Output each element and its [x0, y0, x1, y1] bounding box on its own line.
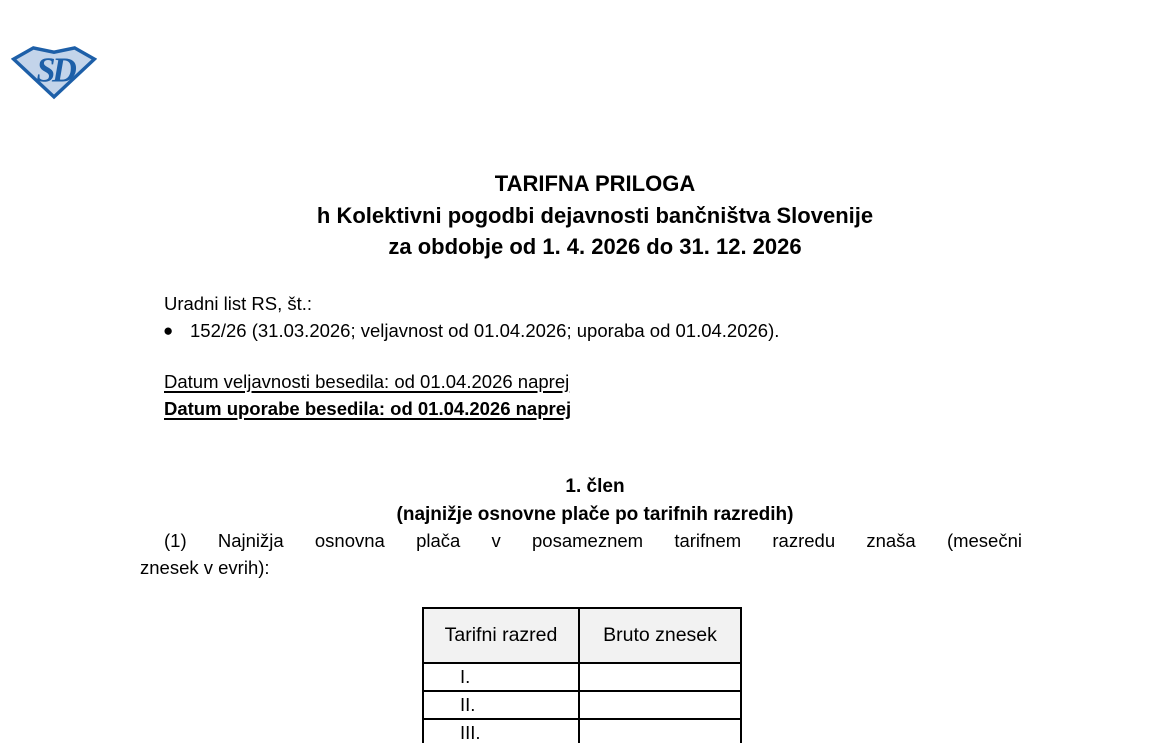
- sd-logo: [11, 44, 97, 100]
- validity-date-line: Datum veljavnosti besedila: od 01.04.2026 naprej: [164, 371, 570, 392]
- validity-block: [164, 369, 571, 422]
- document-title: [170, 168, 1020, 263]
- usage-date-line: Datum uporabe besedila: od 01.04.2026 naprej: [164, 397, 572, 419]
- gazette-list-item: [163, 318, 779, 345]
- paragraph-line-2: znesek v evrih):: [140, 556, 270, 578]
- tarifni-razred-cell: I.: [423, 663, 579, 691]
- bruto-znesek-cell: [579, 663, 741, 691]
- title-line-2: h Kolektivni pogodbi dejavnosti bančništva Slovenije: [316, 202, 874, 228]
- tarifni-razred-cell: II.: [423, 691, 579, 719]
- table-header-bruto-znesek: Bruto znesek: [579, 608, 741, 663]
- bullet-icon: ●: [163, 321, 174, 340]
- logo-text: SD: [36, 51, 74, 90]
- tarifni-razred-cell: III.: [423, 719, 579, 743]
- table-row: [423, 663, 741, 691]
- title-line-3: za obdobje od 1. 4. 2026 do 31. 12. 2026: [388, 234, 802, 259]
- article-number: 1. člen: [565, 476, 625, 497]
- article-paragraph: [140, 528, 1022, 581]
- sd-shield-icon: [11, 44, 97, 100]
- gazette-label: Uradni list RS, št.:: [164, 293, 313, 314]
- tariff-table: [422, 607, 742, 743]
- paragraph-line-1: (1) Najnižja osnovna plača v posameznem tarifnem razredu znaša (mesečni: [164, 530, 1022, 551]
- table-row: [423, 691, 741, 719]
- bruto-znesek-cell: [579, 691, 741, 719]
- table-header-row: [423, 608, 741, 663]
- table-header-tarifni-razred: Tarifni razred: [423, 608, 579, 663]
- gazette-item-text: 152/26 (31.03.2026; veljavnost od 01.04.2026; uporaba od 01.04.2026).: [190, 320, 780, 341]
- table-row: [423, 719, 741, 743]
- article-subtitle: (najnižje osnovne plače po tarifnih razredih): [396, 504, 794, 525]
- article-heading: [170, 473, 1020, 529]
- bruto-znesek-cell: [579, 719, 741, 743]
- title-line-1: TARIFNA PRILOGA: [494, 171, 696, 196]
